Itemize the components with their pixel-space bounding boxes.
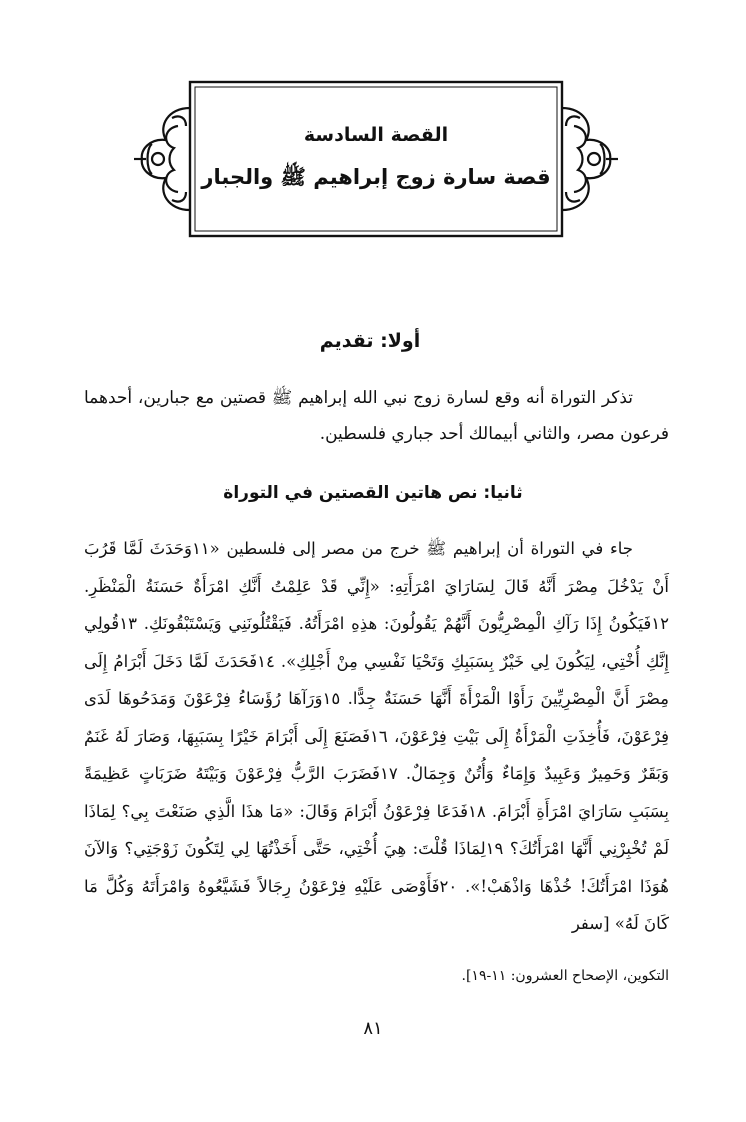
title-frame [128,78,624,240]
section-heading-torah-text: ثانيا: نص هاتين القصتين في التوراة [223,483,523,503]
torah-quote-paragraph: جاء في التوراة أن إبراهيم ﷺ خرج من مصر إلى فلسطين «١١وَحَدَثَ لَمَّا قَرُبَ أَنْ يَدْخُلَ مِصْرَ أَنَّهُ قَالَ لِسَارَايَ امْرَأَتِهِ: «إِنِّي قَدْ عَلِمْتُ أَنَّكِ امْرَأَةٌ حَسَنَةُ الْمَنْظَرِ. ١٢فَيَكُونُ إِذَا رَآكِ الْمِصْرِيُّونَ أَنَّهُمْ يَقُولُونَ: هذِهِ امْرَأَتُهُ. فَيَقْتُلُونَنِي وَيَسْتَبْقُونَكِ. ١٣قُولِي إِنَّكِ أُخْتِي، لِيَكُونَ لِي خَيْرٌ بِسَبَبِكِ وَتَحْيَا نَفْسِي مِنْ أَجْلِكِ». ١٤فَحَدَثَ لَمَّا دَخَلَ أَبْرَامُ إِلَى مِصْرَ أَنَّ الْمِصْرِيِّينَ رَأَوْا الْمَرْأَةَ أَنَّهَا حَسَنَةٌ جِدًّا. ١٥وَرَآهَا رُؤَسَاءُ فِرْعَوْنَ وَمَدَحُوهَا لَدَى فِرْعَوْنَ، فَأُخِذَتِ الْمَرْأَةُ إِلَى بَيْتِ فِرْعَوْنَ، ١٦فَصَنَعَ إِلَى أَبْرَامَ خَيْرًا بِسَبَبِهَا، وَصَارَ لَهُ غَنَمٌ وَبَقَرٌ وَحَمِيرٌ وَعَبِيدٌ وَإِمَاءٌ وَأُتُنٌ وَجِمَالٌ. ١٧فَضَرَبَ الرَّبُّ فِرْعَوْنَ وَبَيْتَهُ ضَرَبَاتٍ عَظِيمَةً بِسَبَبِ سَارَايَ امْرَأَةِ أَبْرَامَ. ١٨فَدَعَا فِرْعَوْنُ أَبْرَامَ وَقَالَ: «مَا هذَا الَّذِي صَنَعْتَ بِي؟ لِمَاذَا لَمْ تُخْبِرْنِي أَنَّهَا امْرَأَتُكَ؟ ١٩لِمَاذَا قُلْتَ: هِيَ أُخْتِي، حَتَّى أَخَذْتُهَا لِي لِتَكُونَ زَوْجَتِي؟ وَالآنَ هُوَذَا امْرَأَتُكَ! خُذْهَا وَاذْهَبْ!». ٢٠فَأَوْصَى عَلَيْهِ فِرْعَوْنُ رِجَالاً فَشَيَّعُوهُ وَامْرَأَتَهُ وَكُلَّ مَا كَانَ لَهُ» [سفر [84,539,670,933]
title-block [198,78,554,240]
introduction-paragraph: تذكر التوراة أنه وقع لسارة زوج نبي الله إبراهيم ﷺ قصتين مع جبارين، أحدهما فرعون مصر، والثاني أبيمالك أحد جباري فلسطين. [84,388,669,444]
section-heading-introduction: أولا: تقديم [319,330,421,352]
source-citation: التكوين، الإصحاح العشرون: ١١-١٩]. [461,968,669,984]
page-number: ٨١ [363,1018,383,1039]
story-title: قصة سارة زوج إبراهيم ﷺ والجبار [201,164,551,189]
story-number: القصة السادسة [303,123,449,146]
